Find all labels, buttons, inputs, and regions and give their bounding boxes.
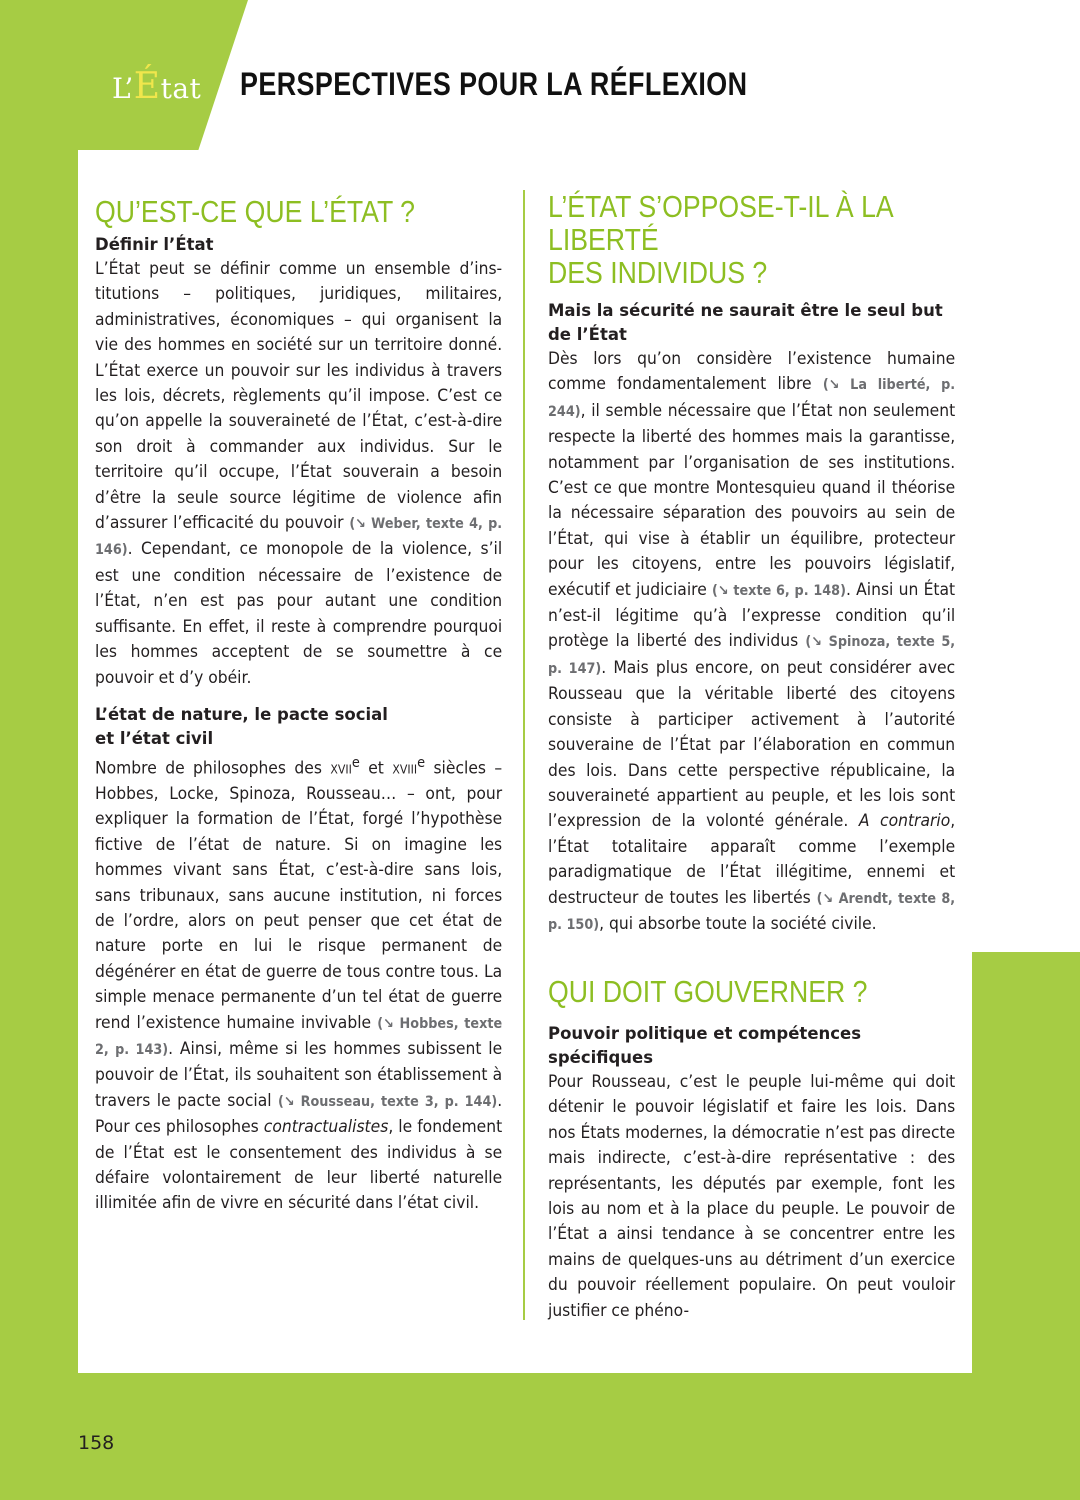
chapter-prefix: L’	[112, 72, 134, 105]
paragraph-who-governs: Pour Rousseau, c’est le peuple lui-même qui doit détenir le pouvoir législatif et faire les lois. Dans nos États modernes, la démocratie n’est pas directe mais indirecte, c’est-à-dire représentative : des représentants, les députés par exemple, font les lois au nom et à la place du peuple. Le pouvoir de l’État a ainsi tendance à se concentrer entre les mains de quelques-uns au détriment d’un exercice du pouvoir réellement populaire. On peut vouloir justifier ce phéno-	[548, 1072, 956, 1321]
chapter-suffix: tat	[160, 72, 202, 105]
subheading-define-state: Définir l’État	[95, 235, 214, 254]
ref-liberte: (↘ La liberté, p. 244)	[548, 377, 956, 420]
heading-who-governs: QUI DOIT GOUVERNER ?	[548, 974, 868, 1009]
paragraph-liberty: Dès lors qu’on considère l’existence humaine comme fondamentalement libre (↘ La liberté, p. 244), il semble nécessaire que l’État non seulement respecte la liberté des hommes mais la garantisse, notamment par l’organisation de ses institutions. C’est ce que montre Montesquieu quand il théorise la nécessaire séparation des pouvoirs au sein de l’État, qui vise à établir un équilibre, protecteur pour les citoyens, entre les pouvoirs législatif, exécutif et judiciaire (↘ texte 6, p. 148). Ainsi un État n’est-il légitime qu’à l’expresse condition qu’il protège la liberté des individus (↘ Spinoza, texte 5, p. 147). Mais plus encore, on peut considérer avec Rousseau que la véritable liberté des citoyens consiste à participer activement à l’autorité souveraine de l’État par l’élaboration en commun des lois. Dans cette perspective républicaine, la souveraineté appartient au peuple, et les lois sont l’expression de la volonté générale. A contrario, l’État totalitaire apparaît comme l’exemple paradigmatique de l’État illégitime, ennemi et destructeur de toutes les libertés (↘ Arendt, texte 8, p. 150), qui absorbe toute la société civile.	[548, 349, 956, 934]
heading-state-vs-liberty: L’ÉTAT S’OPPOSE-T-IL À LA LIBERTÉ DES INDIVIDUS ?	[548, 189, 893, 290]
left-column	[95, 195, 501, 1217]
right-panel-extension	[972, 150, 1080, 952]
page-number: 158	[78, 1432, 115, 1454]
heading-what-is-state: QU’EST-CE QUE L’ÉTAT ?	[95, 194, 416, 229]
ref-hobbes: (↘ Hobbes, texte 2, p. 143)	[95, 1015, 503, 1059]
subheading-political-power: Pouvoir politique et compétences spécifiques	[548, 1024, 862, 1067]
paragraph-state-of-nature: Nombre de philosophes des xvii$^e$ et xviii$^e$ siècles – Hobbes, Locke, Spinoza, Rousseau… – ont, pour expliquer la formation de l’État, forgé l’hypothèse fictive de l’état de nature. Si on imagine les hommes vivant sans État, c’est-à-dire sans lois, sans tribunaux, sans aucune institution, ni forces de l’ordre, alors on peut penser que cet état de nature porte en lui le risque permanent de dégénérer en état de guerre de tous contre tous. La simple menace permanente d’un tel état de guerre rend l’existence humaine invivable (↘ Hobbes, texte 2, p. 143). Ainsi, même si les hommes subissent le pouvoir de l’État, ils souhaitent son établissement à travers le pacte social (↘ Rousseau, texte 3, p. 144). Pour ces philosophes contractualistes, le fondement de l’État est le consentement des individus à se défaire volontairement de leur liberté naturelle illimitée afin de vivre en sécurité dans l’état civil.	[95, 754, 503, 1214]
ref-spinoza: (↘ Spinoza, texte 5, p. 147)	[548, 634, 956, 677]
chapter-initial: É	[133, 66, 161, 107]
right-column-lower	[548, 975, 956, 1324]
ref-arendt: (↘ Arendt, texte 8, p. 150)	[548, 890, 956, 933]
column-divider	[523, 190, 525, 1320]
ref-rousseau: (↘ Rousseau, texte 3, p. 144)	[278, 1093, 498, 1110]
subheading-state-of-nature: L’état de nature, le pacte social et l’état civil	[95, 704, 388, 748]
section-title: PERSPECTIVES POUR LA RÉFLEXION	[240, 66, 748, 102]
ref-weber: (↘ Weber, texte 4, p. 146)	[95, 516, 503, 559]
chapter-label	[112, 66, 201, 107]
subheading-security: Mais la sécurité ne saurait être le seul but de l’État	[548, 301, 943, 344]
paragraph-define-state: L’État peut se définir comme un ensemble d’institutions – politiques, juridiques, militaires, administratives, économiques – qui organisent la vie des hommes en société sur un territoire donné. L’État exerce un pouvoir sur les individus à travers les lois, décrets, règlements qu’il impose. C’est ce qu’on appelle la souveraineté de l’État, c’est-à-dire son droit à commander aux individus. Sur le territoire qu’il occupe, l’État souverain a besoin d’être la seule source légitime de violence afin d’assurer l’efficacité du pouvoir (↘ Weber, texte 4, p. 146). Cependant, ce monopole de la violence, s’il est une condition nécessaire de l’existence de l’État, n’en est pas pour autant une condition suffisante. En effet, il reste à comprendre pourquoi les hommes acceptent de se soumettre à ce pouvoir et d’y obéir.	[95, 259, 503, 688]
right-column	[548, 190, 956, 938]
ref-montesquieu: (↘ texte 6, p. 148)	[712, 582, 846, 599]
left-margin	[0, 150, 78, 1500]
